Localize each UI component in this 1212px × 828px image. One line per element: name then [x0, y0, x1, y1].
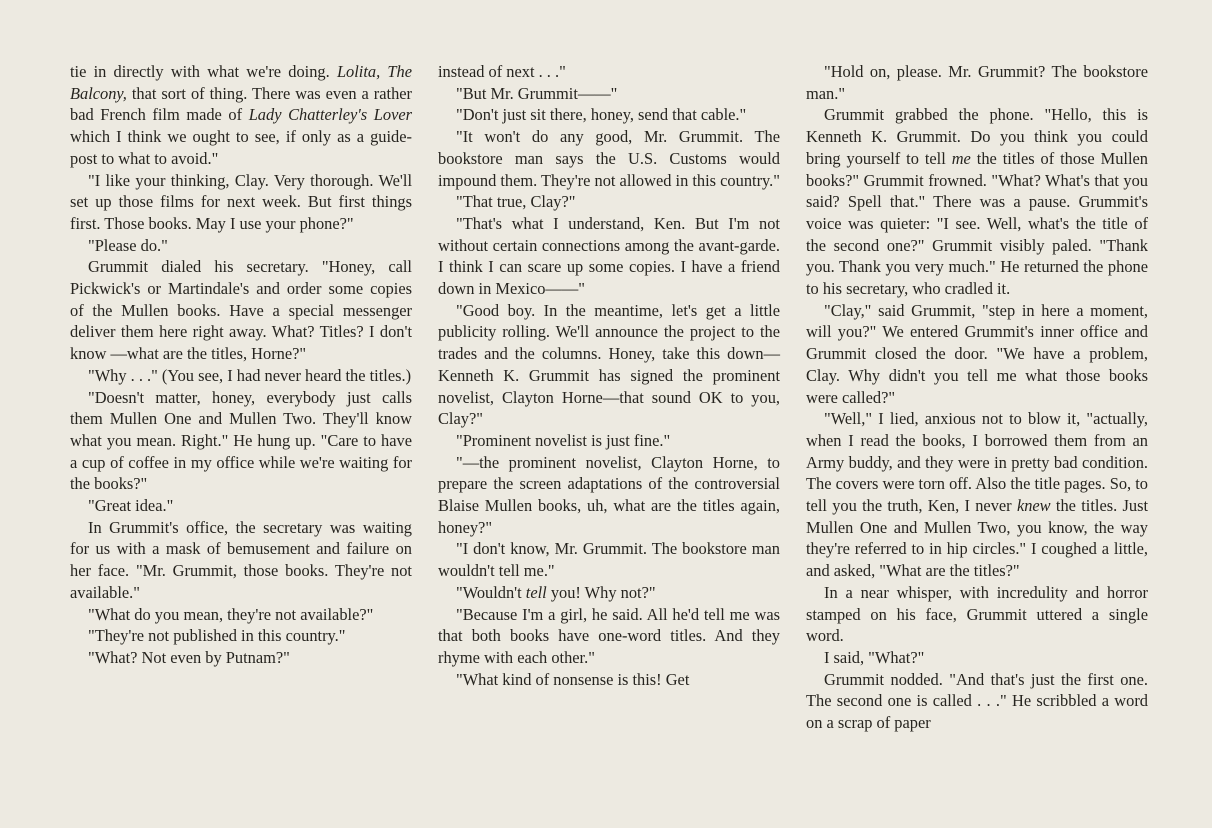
text-run: the titles of those Mullen books?" Grummit frowned. "What? What's that you said? Spell that." There was a pause. Grummit's voice was quieter: "I see. Well, what's the title of the second one?" Grummit visibly paled. "Thank you. Thank you very much." He returned the phone to his secretary, who cradled it.	[806, 148, 1148, 299]
paragraph	[70, 517, 412, 604]
text-run: "That's what I understand, Ken. But I'm not without certain connections among the avant-garde. I think I can scare up some copies. I have a friend down in Mexico——"	[438, 213, 780, 299]
text-run: "Why . . ." (You see, I had never heard the titles.)	[88, 365, 412, 385]
paragraph	[806, 647, 1148, 669]
text-run: you! Why not?"	[546, 582, 656, 602]
paragraph	[70, 365, 412, 387]
paragraph	[806, 408, 1148, 582]
paragraph	[438, 61, 780, 83]
text-run: "Please do."	[88, 235, 168, 255]
paragraph	[438, 300, 780, 430]
italic-title: knew	[1016, 496, 1051, 516]
paragraph	[438, 538, 780, 581]
paragraph	[806, 61, 1148, 104]
italic-title: Lady Chatterley's Lover	[248, 105, 412, 125]
text-run: "Don't just sit there, honey, send that cable."	[456, 105, 747, 125]
text-run: "What? Not even by Putnam?"	[88, 647, 290, 667]
text-run: "Well," I lied, anxious not to blow it, "actually, when I read the books, I borrowed them from an Army buddy, and they were in pretty bad condition. The covers were torn off. Also the title pages. So, to tell you the truth, Ken, I never	[806, 409, 1148, 516]
text-run: "It won't do any good, Mr. Grummit. The bookstore man says the U.S. Customs would impound them. They're not allowed in this country."	[438, 127, 780, 190]
paragraph	[806, 104, 1148, 299]
text-run: "What kind of nonsense is this! Get	[456, 669, 690, 689]
paragraph	[438, 430, 780, 452]
paragraph	[438, 126, 780, 191]
italic-title: tell	[525, 582, 547, 602]
text-column-2	[438, 61, 780, 690]
text-run: "But Mr. Grummit——"	[456, 83, 618, 103]
text-run: tie in directly with what we're doing.	[70, 62, 337, 81]
text-run: "That true, Clay?"	[456, 192, 576, 212]
text-run: Grummit dialed his secretary. "Honey, call Pickwick's or Martindale's and order some copies of the Mullen books. Have a special messenger deliver them here right away. What? Titles? I don't know —what are the titles, Horne?"	[70, 257, 412, 364]
text-run: the titles. Just Mullen One and Mullen Two, you know, the way they're referred to in hip circles." I coughed a little, and asked, "What are the titles?"	[806, 496, 1149, 581]
paragraph	[70, 387, 412, 496]
text-run: instead of next . . ."	[438, 62, 566, 81]
paragraph	[70, 647, 412, 669]
paragraph	[438, 213, 780, 300]
text-run: Grummit nodded. "And that's just the first one. The second one is called . . ." He scribbled a word on a scrap of paper	[806, 669, 1148, 733]
paragraph	[438, 582, 780, 604]
text-run: "Great idea."	[88, 496, 174, 516]
text-run: "Hold on, please. Mr. Grummit? The bookstore man."	[806, 62, 1148, 103]
text-run: "They're not published in this country."	[88, 626, 346, 646]
paragraph	[438, 669, 780, 691]
text-run: "Clay," said Grummit, "step in here a moment, will you?" We entered Grummit's inner office and Grummit closed the door. "We have a problem, Clay. Why didn't you tell me what those books were called?"	[806, 300, 1148, 407]
text-column-1	[70, 61, 412, 669]
paragraph	[70, 625, 412, 647]
paragraph	[70, 604, 412, 626]
text-run: "What do you mean, they're not available?"	[88, 604, 374, 624]
paragraph	[70, 495, 412, 517]
text-run: "I like your thinking, Clay. Very thorough. We'll set up those films for next week. But first things first. Those books. May I use your phone?"	[70, 170, 412, 233]
text-run: "I don't know, Mr. Grummit. The bookstore man wouldn't tell me."	[438, 539, 780, 581]
text-run: "Because I'm a girl, he said. All he'd tell me was that both books have one-word titles. And they rhyme with each other."	[438, 604, 780, 667]
text-run: In a near whisper, with incredulity and horror stamped on his face, Grummit uttered a single word.	[806, 582, 1148, 646]
paragraph	[70, 61, 412, 170]
text-run: "Doesn't matter, honey, everybody just calls them Mullen One and Mullen Two. They'll know what you mean. Right." He hung up. "Care to have a cup of coffee in my office while we're waiting for the books?"	[70, 387, 412, 494]
text-run: Grummit grabbed the phone. "Hello, this is Kenneth K. Grummit. Do you think you could bring yourself to tell	[806, 105, 1148, 168]
paragraph	[70, 235, 412, 257]
paragraph	[806, 300, 1148, 409]
text-run: "—the prominent novelist, Clayton Horne, to prepare the screen adaptations of the controversial Blaise Mullen books, uh, what are the titles again, honey?"	[438, 452, 780, 537]
text-run: "Prominent novelist is just fine."	[456, 430, 671, 450]
paragraph	[438, 104, 780, 126]
text-run: which I think we ought to see, if only as a guide-post to what to avoid."	[70, 127, 412, 168]
text-run: I said, "What?"	[824, 647, 925, 667]
paragraph	[438, 604, 780, 669]
text-run: "Good boy. In the meantime, let's get a little publicity rolling. We'll announce the project to the trades and the columns. Honey, take this down—Kenneth K. Grummit has signed the prominent novelist, Clayton Horne—that sound OK to you, Clay?"	[438, 300, 780, 429]
text-run: In Grummit's office, the secretary was waiting for us with a mask of bemusement and failure on her face. "Mr. Grummit, those books. They're not available."	[70, 517, 412, 602]
paragraph	[806, 582, 1148, 647]
paragraph	[438, 452, 780, 539]
italic-title: Lolita, The Balcony,	[70, 62, 413, 103]
text-run: that sort of thing. There was even a rather bad French film made of	[70, 83, 412, 125]
paragraph	[70, 256, 412, 365]
paragraph	[806, 669, 1148, 734]
text-run: "Wouldn't	[456, 582, 526, 602]
italic-title: me	[951, 148, 971, 168]
text-column-3	[806, 61, 1148, 734]
paragraph	[438, 191, 780, 213]
paragraph	[70, 170, 412, 235]
paragraph	[438, 83, 780, 105]
